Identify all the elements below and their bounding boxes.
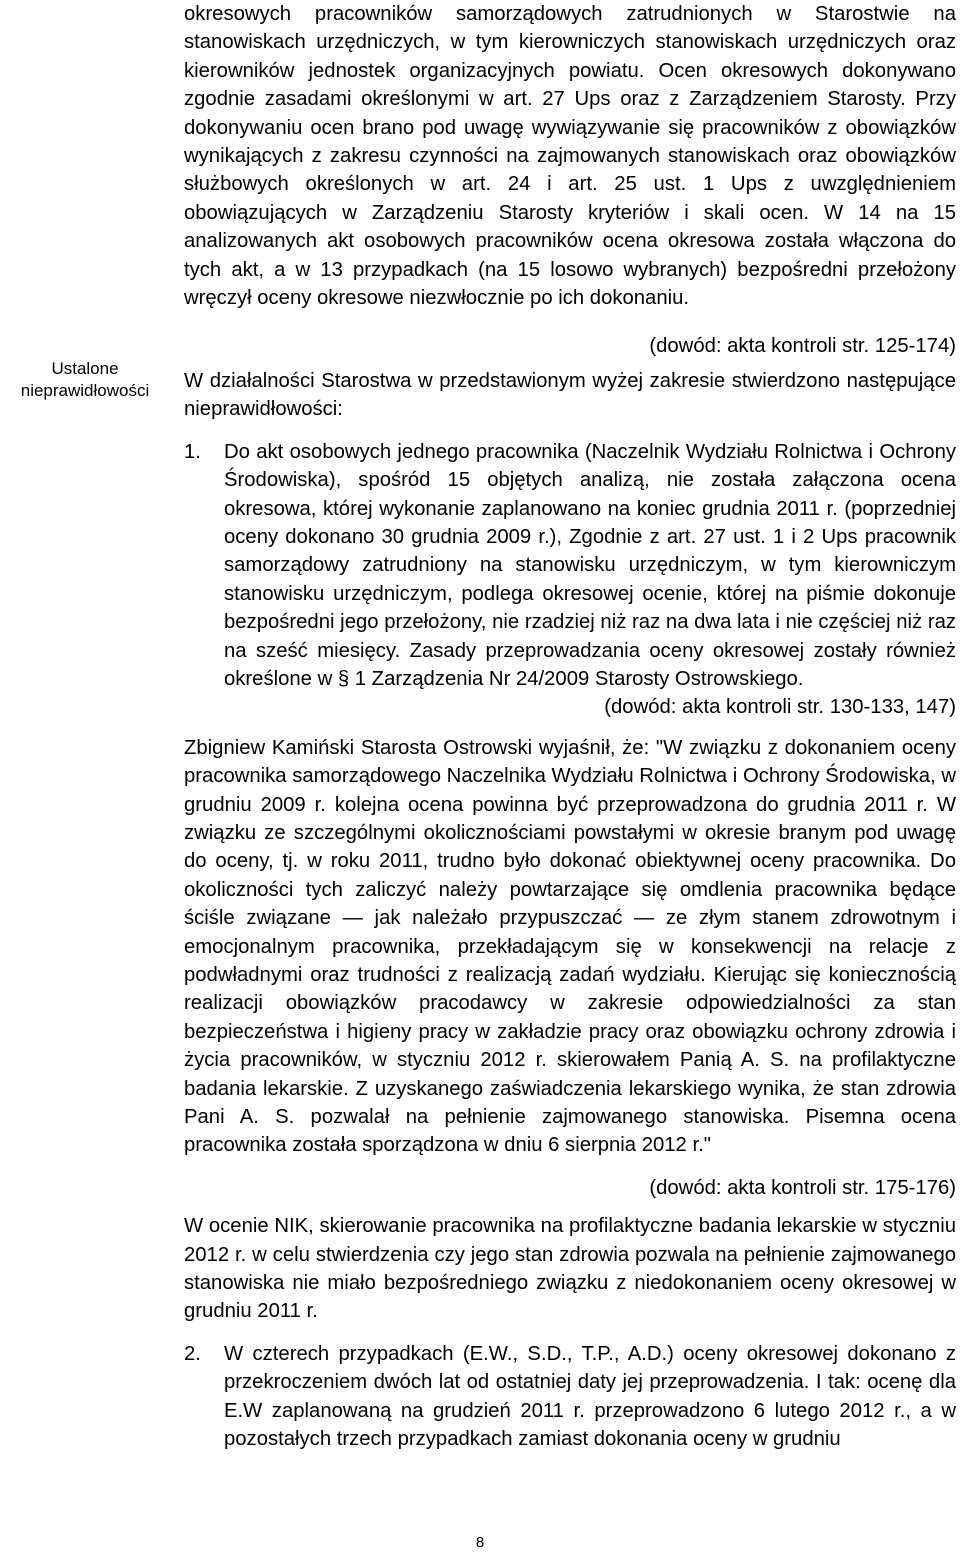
- finding-text-2: W czterech przypadkach (E.W., S.D., T.P., A.D.) oceny okresowej dokonano z przekroczeniem dwóch lat od ostatniej daty jej przeprowadzenia. I tak: ocenę dla E.W zaplanowaną na grudzień 2011 r. przeprowadzono 6 lutego 2012 r., a w pozostałych trzech przypadkach zamiast dokonania oceny w grudniu: [224, 1342, 956, 1451]
- evidence-reference-3: (dowód: akta kontroli str. 175-176): [649, 1176, 956, 1199]
- page-number: 8: [475, 1534, 485, 1551]
- finding-item-1: [184, 438, 956, 694]
- paragraph-nik-assessment: W ocenie NIK, skierowanie pracownika na profilaktyczne badania lekarskie w styczniu 2012 r. w celu stwierdzenia czy jego stan zdrowia pozwala na pełnienie zajmowanego stanowiska nie miało bezpośredniego związku z niedokonaniem oceny okresowej w grudniu 2011 r.: [184, 1215, 956, 1323]
- paragraph-findings-intro: W działalności Starostwa w przedstawionym wyżej zakresie stwierdzono następujące nieprawidłowości:: [184, 369, 956, 421]
- evidence-reference-2: (dowód: akta kontroli str. 130-133, 147): [604, 696, 956, 719]
- finding-number-2: 2.: [184, 1342, 201, 1365]
- finding-number-1: 1.: [184, 440, 201, 463]
- finding-text-1: Do akt osobowych jednego pracownika (Naczelnik Wydziału Rolnictwa i Ochrony Środowiska), spośród 15 objętych analizą, nie została załączona ocena okresowa, której wykonanie zaplanowano na koniec grudnia 2011 r. (poprzedniej oceny dokonano 30 grudnia 2009 r.), Zgodnie z art. 27 ust. 1 i 2 Ups pracownik samorządowy zatrudniony na stanowisku urzędniczym, w tym kierowniczym stanowisku urzędniczym, podlega okresowej ocenie, której na piśmie dokonuje bezpośredni jego przełożony, nie rzadziej niż raz na dwa lata i nie częściej niż raz na sześć miesięcy. Zasady przeprowadzania oceny okresowej zostały również określone w § 1 Zarządzenia Nr 24/2009 Starosty Ostrowskiego.: [224, 440, 956, 690]
- document-body: [184, 0, 956, 1454]
- paragraph-starosta-explanation: Zbigniew Kamiński Starosta Ostrowski wyjaśnił, że: "W związku z dokonaniem oceny pracownika samorządowego Naczelnika Wydziału Rolnictwa i Ochrony Środowiska, w grudniu 2009 r. kolejna ocena powinna być przeprowadzona do grudnia 2011 r. W związku ze szczególnymi okolicznościami powstałymi w okresie branym pod uwagę do oceny, tj. w roku 2011, trudno było dokonać obiektywnej oceny pracownika. Do okoliczności tych zaliczyć należy powtarzające się omdlenia pracownika będące ściśle związane — jak należało przypuszczać — ze złym stanem zdrowotnym i emocjonalnym pracownika, przekładającym się w konsekwencji na relacje z podwładnymi oraz trudności z realizacją zadań wydziału. Kierując się koniecznością realizacji obowiązków pracodawcy w zakresie odpowiedzialności za stan bezpieczeństwa i higieny pracy w zakładzie pracy oraz obowiązku ochrony zdrowia i życia pracowników, w styczniu 2012 r. skierowałem Panią A. S. na profilaktyczne badania lekarskie. Z uzyskanego zaświadczenia lekarskiego wynika, że stan zdrowia Pani A. S. pozwalał na pełnienie zajmowanego stanowiska. Pisemna ocena pracownika została sporządzona w dniu 6 sierpnia 2012 r.": [184, 736, 956, 1157]
- finding-item-2: [184, 1340, 956, 1454]
- evidence-reference-1: (dowód: akta kontroli str. 125-174): [649, 335, 956, 358]
- margin-note-findings: Ustalone nieprawidłowości: [20, 359, 150, 400]
- paragraph-assessment-summary: okresowych pracowników samorządowych zatrudnionych w Starostwie na stanowiskach urzędniczych, w tym kierowniczych stanowiskach urzędniczych oraz kierowników jednostek organizacyjnych powiatu. Ocen okresowych dokonywano zgodnie zasadami określonymi w art. 27 Ups oraz z Zarządzeniem Starosty. Przy dokonywaniu ocen brano pod uwagę wywiązywanie się pracowników z obowiązków wynikających z zakresu czynności na zajmowanych stanowiskach oraz obowiązków służbowych określonych w art. 24 i art. 25 ust. 1 Ups z uwzględnieniem obowiązujących w Zarządzeniu Starosty kryteriów i skali ocen. W 14 na 15 analizowanych akt osobowych pracowników ocena okresowa została włączona do tych akt, a w 13 przypadkach (na 15 losowo wybranych) bezpośredni przełożony wręczył oceny okresowe niezwłocznie po ich dokonaniu.: [184, 3, 956, 310]
